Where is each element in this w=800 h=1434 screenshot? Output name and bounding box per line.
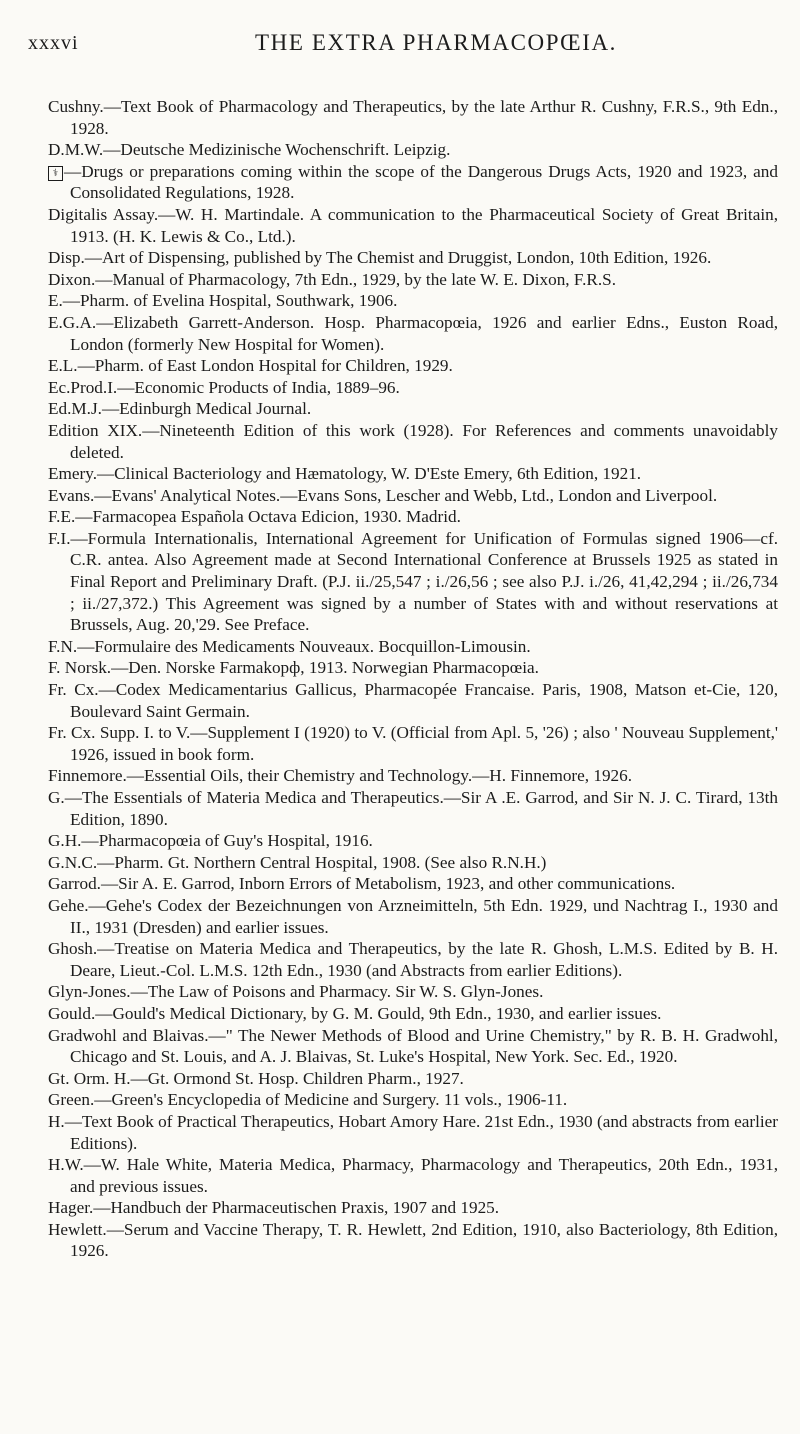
list-entry: Digitalis Assay.—W. H. Martindale. A communication to the Pharmaceutical Society of Great Britain, 1913. (H. K. Lewis & Co., Ltd.).: [48, 204, 778, 246]
page-number: xxxvi: [28, 32, 79, 54]
list-entry: Garrod.—Sir A. E. Garrod, Inborn Errors of Metabolism, 1923, and other communications.: [48, 874, 676, 894]
list-entry: F.E.—Farmacopea Española Octava Edicion, 1930. Madrid.: [48, 507, 461, 527]
list-entry: E.—Pharm. of Evelina Hospital, Southwark, 1906.: [48, 291, 398, 311]
list-entry: Disp.—Art of Dispensing, published by The Chemist and Druggist, London, 10th Edition, 1926.: [48, 248, 712, 268]
list-entry: Gehe.—Gehe's Codex der Bezeichnungen von Arzneimitteln, 5th Edn. 1929, und Nachtrag I., 1930 and II., 1931 (Dresden) and earlier issues.: [48, 895, 778, 937]
list-entry: F.N.—Formulaire des Medicaments Nouveaux. Bocquillon-Limousin.: [48, 636, 531, 656]
list-entry: Ghosh.—Treatise on Materia Medica and Therapeutics, by the late R. Ghosh, L.M.S. Edited by B. H. Deare, Lieut.-Col. L.M.S. 12th Edn., 1930 (and Abstracts from earlier Editions).: [48, 939, 778, 980]
list-entry: Gt. Orm. H.—Gt. Ormond St. Hosp. Children Pharm., 1927.: [48, 1068, 464, 1088]
list-entry: F. Norsk.—Den. Norske Farmakopф, 1913. Norwegian Pharmacopœia.: [48, 658, 539, 678]
list-entry: Cushny.—Text Book of Pharmacology and Therapeutics, by the late Arthur R. Cushny, F.R.S., 9th Edn., 1928.: [48, 97, 778, 138]
page-header: [28, 28, 778, 68]
list-entry: Fr. Cx.—Codex Medicamentarius Gallicus, Pharmacopée Francaise. Paris, 1908, Matson et-Cie, 120, Boulevard Saint Germain.: [48, 680, 778, 721]
list-entry: Hager.—Handbuch der Pharmaceutischen Praxis, 1907 and 1925.: [48, 1198, 500, 1218]
list-entry: G.N.C.—Pharm. Gt. Northern Central Hospital, 1908. (See also R.N.H.): [48, 852, 547, 872]
running-title: THE EXTRA PHARMACOPŒIA.: [255, 30, 618, 55]
list-entry: Ed.M.J.—Edinburgh Medical Journal.: [48, 399, 312, 419]
list-entry-text: —Drugs or preparations coming within the scope of the Dangerous Drugs Acts, 1920 and 1923, and Consolidated Regulations, 1928.: [64, 161, 778, 203]
list-entry: Evans.—Evans' Analytical Notes.—Evans Sons, Lescher and Webb, Ltd., London and Liverpool.: [48, 485, 718, 505]
list-entry: Gradwohl and Blaivas.—" The Newer Methods of Blood and Urine Chemistry," by R. B. H. Gradwohl, Chicago and St. Louis, and A. J. Blaivas, St. Luke's Hospital, New York. Sec. Ed., 1920.: [48, 1025, 778, 1067]
list-entry: Glyn-Jones.—The Law of Poisons and Pharmacy. Sir W. S. Glyn-Jones.: [48, 982, 544, 1002]
list-entry: H.—Text Book of Practical Therapeutics, Hobart Amory Hare. 21st Edn., 1930 (and abstracts from earlier Editions).: [48, 1111, 778, 1153]
list-entry: G.H.—Pharmacopœia of Guy's Hospital, 1916.: [48, 831, 373, 851]
list-entry: Ec.Prod.I.—Economic Products of India, 1889–96.: [48, 377, 400, 397]
list-entry: Hewlett.—Serum and Vaccine Therapy, T. R. Hewlett, 2nd Edition, 1910, also Bacteriology, 8th Edition, 1926.: [48, 1219, 778, 1261]
list-entry: F.I.—Formula Internationalis, International Agreement for Unification of Formulas signed 1906—cf. C.R. antea. Also Agreement made at Second International Conference at Brussels 1925 as stated in Final Report and Preliminary Draft. (P.J. ii./25,547 ; i./26,56 ; see also P.J. i./26, 41,42,294 ; ii./26,734 ; ii./27,372.) This Agreement was signed by a number of States with and without reservations at Brussels, Aug. 20,'29. See Preface.: [48, 528, 778, 635]
abbreviation-list: [48, 96, 778, 1262]
list-entry: Emery.—Clinical Bacteriology and Hæmatology, W. D'Este Emery, 6th Edition, 1921.: [48, 464, 642, 484]
list-entry: G.—The Essentials of Materia Medica and Therapeutics.—Sir A .E. Garrod, and Sir N. J. C. Tirard, 13th Edition, 1890.: [48, 788, 778, 829]
list-entry: Dixon.—Manual of Pharmacology, 7th Edn., 1929, by the late W. E. Dixon, F.R.S.: [48, 269, 616, 289]
list-entry: D.M.W.—Deutsche Medizinische Wochenschrift. Leipzig.: [48, 140, 451, 160]
list-entry: Gould.—Gould's Medical Dictionary, by G. M. Gould, 9th Edn., 1930, and earlier issues.: [48, 1003, 662, 1023]
list-entry: E.L.—Pharm. of East London Hospital for Children, 1929.: [48, 356, 453, 376]
list-entry: Edition XIX.—Nineteenth Edition of this work (1928). For References and comments unavoidably deleted.: [48, 420, 778, 462]
list-entry: Green.—Green's Encyclopedia of Medicine and Surgery. 11 vols., 1906-11.: [48, 1090, 568, 1110]
list-entry: Finnemore.—Essential Oils, their Chemistry and Technology.—H. Finnemore, 1926.: [48, 766, 633, 786]
list-entry: H.W.—W. Hale White, Materia Medica, Pharmacy, Pharmacology and Therapeutics, 20th Edn., 1931, and previous issues.: [48, 1155, 778, 1196]
list-entry: [48, 161, 778, 204]
dangerous-drugs-symbol-icon: ⚕: [48, 166, 63, 181]
list-entry: E.G.A.—Elizabeth Garrett-Anderson. Hosp. Pharmacopœia, 1926 and earlier Edns., Euston Road, London (formerly New Hospital for Women).: [48, 312, 778, 354]
list-entry: Fr. Cx. Supp. I. to V.—Supplement I (1920) to V. (Official from Apl. 5, '26) ; also ' Nouveau Supplement,' 1926, issued in book form.: [48, 723, 778, 764]
